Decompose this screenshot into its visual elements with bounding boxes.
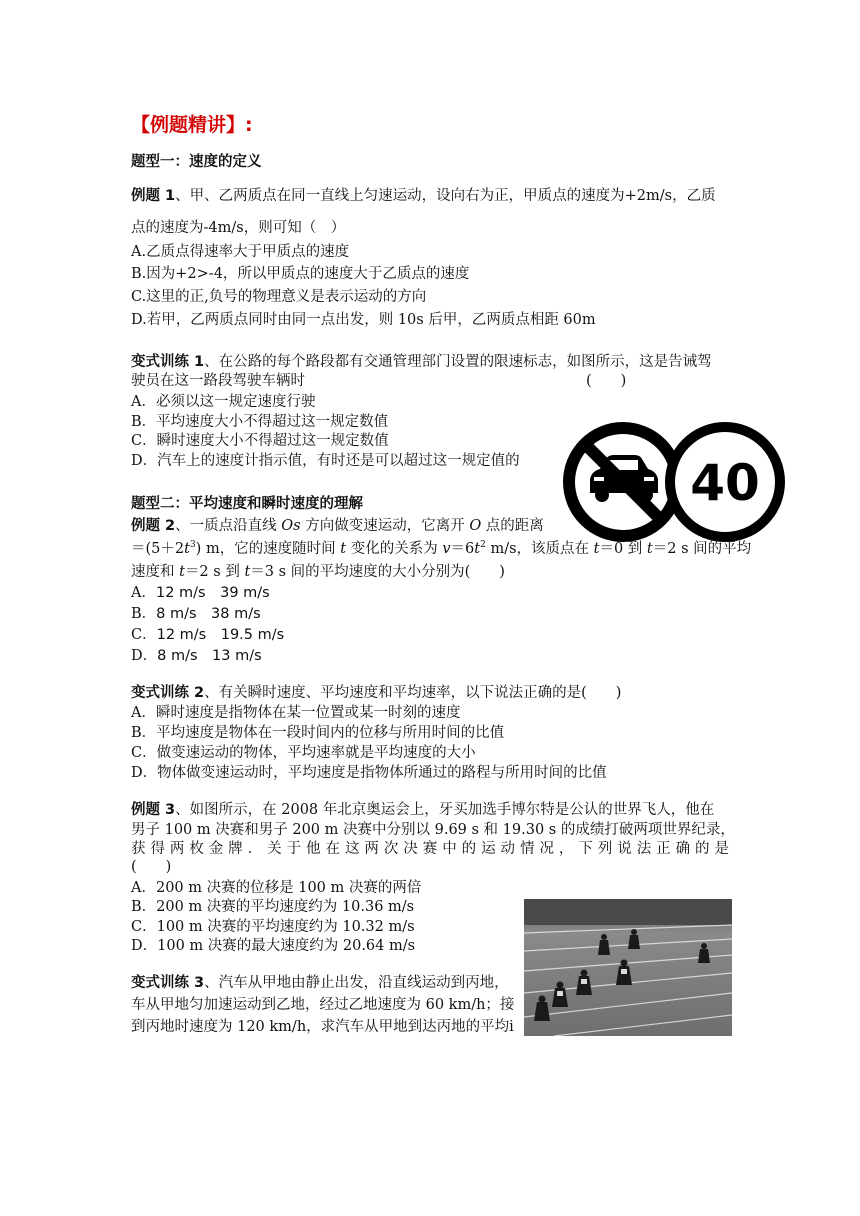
variant-1-label: 变式训练 1 <box>131 354 205 370</box>
speed-limit-value: 40 <box>690 454 760 512</box>
example-1-stem-line-2: 点的速度为-4m/s，则可知（ ） <box>131 220 346 236</box>
variant-1-stem-text: 、在公路的每个路段都有交通管理部门设置的限速标志，如图所示，这是告诫驾 <box>204 354 712 370</box>
example-3-option-c: C．100 m 决赛的平均速度约为 10.32 m/s <box>131 919 415 935</box>
example-2-option-d: D．8 m/s 13 m/s <box>131 648 262 664</box>
variant-2-stem-text: 、有关瞬时速度、平均速度和平均速率，以下说法正确的是( ) <box>204 685 622 701</box>
example-2-label: 例题 2 <box>131 518 176 534</box>
variant-1-stem-line-1 <box>131 353 712 371</box>
example-1-option-d: D.若甲，乙两质点同时由同一点出发，则 10s 后甲，乙两质点相距 60m <box>131 312 596 328</box>
example-3-label: 例题 3 <box>131 802 176 818</box>
example-2-option-b: B．8 m/s 38 m/s <box>131 606 261 622</box>
example-1-label: 例题 1 <box>131 188 176 204</box>
variant-2-option-a: A．瞬时速度是指物体在某一位置或某一时刻的速度 <box>131 705 461 721</box>
variant-2-option-b: B．平均速度是物体在一段时间内的位移与所用时间的比值 <box>131 725 505 741</box>
no-overtaking-sign-icon <box>569 428 677 536</box>
variant-1-option-b: B．平均速度大小不得超过这一规定数值 <box>131 414 389 430</box>
variant-1-option-a: A．必须以这一规定速度行驶 <box>131 394 316 410</box>
sprint-race-photo <box>524 899 732 1036</box>
variant-3-stem-text: 、汽车从甲地由静止出发，沿直线运动到丙地， <box>204 975 509 991</box>
example-3-stem-line-1 <box>131 801 714 819</box>
example-3-stem-line-2: 男子 100 m 决赛和男子 200 m 决赛中分别以 9.69 s 和 19.30 s 的成绩打破两项世界纪录， <box>131 822 735 838</box>
variant-3-stem-line-3: 到丙地时速度为 120 km/h，求汽车从甲地到达丙地的平均i <box>131 1019 514 1035</box>
variant-1-option-d: D．汽车上的速度计指示值，有时还是可以超过这一规定值的 <box>131 453 520 469</box>
example-2-stem-line-1: 例题 2、一质点沿直线 Os 方向做变速运动，它离开 O 点的距离 <box>131 518 544 534</box>
variant-1-option-c: C．瞬时速度大小不得超过这一规定数值 <box>131 433 389 449</box>
page-heading: 【例题精讲】: <box>131 114 253 136</box>
example-3-option-d: D．100 m 决赛的最大速度约为 20.64 m/s <box>131 938 416 954</box>
example-1-stem-text: 、甲、乙两质点在同一直线上匀速运动，设向右为正，甲质点的速度为+2m/s，乙质 <box>175 188 716 204</box>
variant-2-stem <box>131 684 621 702</box>
variant-1-answer-paren: ( ) <box>586 373 627 389</box>
variant-3-stem-line-1 <box>131 974 509 992</box>
variant-3-stem-line-2: 车从甲地匀加速运动到乙地，经过乙地速度为 60 km/h；接 <box>131 997 515 1013</box>
example-1-option-c: C.这里的正,负号的物理意义是表示运动的方向 <box>131 289 427 305</box>
variant-2-option-d: D．物体做变速运动时，平均速度是指物体所通过的路程与所用时间的比值 <box>131 765 607 781</box>
section-title-2: 题型二：平均速度和瞬时速度的理解 <box>131 496 363 512</box>
example-1-stem-line-1 <box>131 187 716 205</box>
example-2-option-a: A．12 m/s 39 m/s <box>131 585 270 601</box>
traffic-signs-figure <box>562 421 786 543</box>
example-2-stem-line-2: $=(5+2t^3)$ m，它的速度随时间 t 变化的关系为 $v=6t^2$ m/s，该质点在 t＝0 到 t＝2 s 间的平均 <box>131 540 752 557</box>
variant-2-option-c: C．做变速运动的物体，平均速率就是平均速度的大小 <box>131 745 476 761</box>
example-3-stem-line-3: 获得两枚金牌．关于他在这两次决赛中的运动情况，下列说法正确的是 <box>131 841 729 857</box>
section-title-1: 题型一：速度的定义 <box>131 154 262 170</box>
example-2-option-c: C．12 m/s 19.5 m/s <box>131 627 285 643</box>
variant-2-label: 变式训练 2 <box>131 685 205 701</box>
example-1-option-a: A.乙质点得速率大于甲质点的速度 <box>131 244 350 260</box>
example-3-option-a: A．200 m 决赛的位移是 100 m 决赛的两倍 <box>131 880 422 896</box>
example-2-stem-line-3: 速度和 t＝2 s 到 t＝3 s 间的平均速度的大小分别为( ) <box>131 564 505 580</box>
variant-3-label: 变式训练 3 <box>131 975 205 991</box>
example-3-option-b: B．200 m 决赛的平均速度约为 10.36 m/s <box>131 899 415 915</box>
example-3-stem-line-4: ( ) <box>131 859 172 875</box>
example-3-stem-text: 、如图所示，在 2008 年北京奥运会上，牙买加选手博尔特是公认的世界飞人，他在 <box>175 802 715 818</box>
example-1-option-b: B.因为+2>-4，所以甲质点的速度大于乙质点的速度 <box>131 266 470 282</box>
variant-1-stem-line-2: 驶员在这一路段驾驶车辆时 <box>131 373 305 389</box>
